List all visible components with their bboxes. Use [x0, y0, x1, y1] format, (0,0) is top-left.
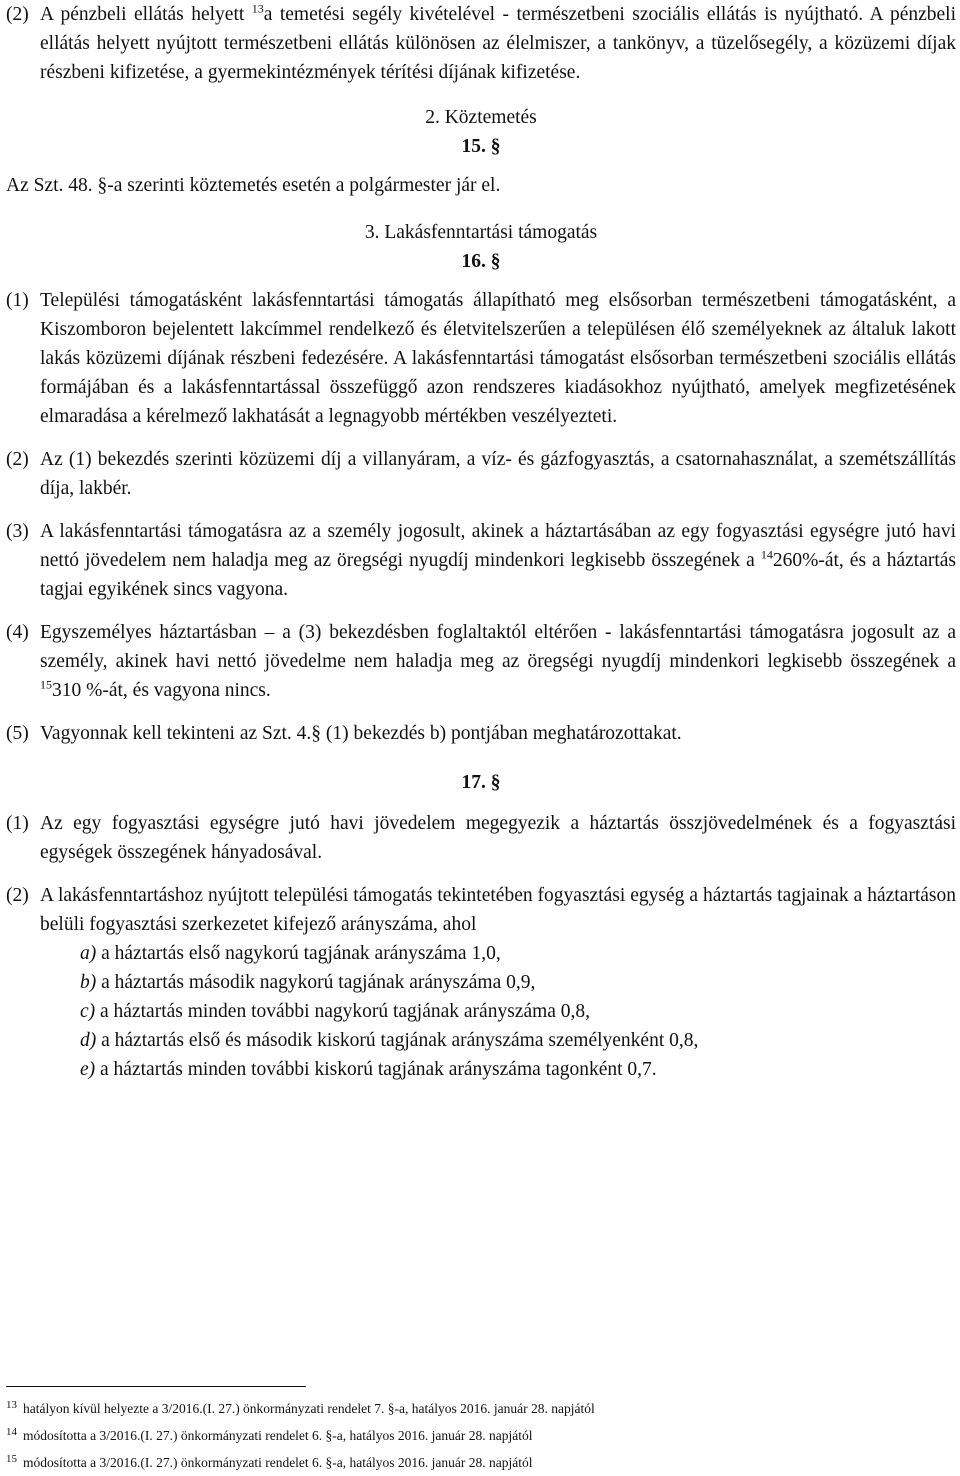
paragraph-text: Vagyonnak kell tekinteni az Szt. 4.§ (1) bekezdés b) pontjában meghatározottakat. — [40, 723, 682, 744]
paragraph-number: (2) — [6, 449, 29, 470]
footnote-ref-14[interactable]: 14 — [760, 547, 773, 562]
list-item-text: a háztartás második nagykorú tagjának arányszáma 0,9, — [96, 972, 536, 993]
paragraph-text: Az egy fogyasztási egységre jutó havi jövedelem megegyezik a háztartás összjövedelmének és a fogyasztási egységek összegének hányadosával. — [40, 813, 956, 863]
list-item — [80, 997, 956, 1026]
paragraph-17-2 — [6, 881, 956, 939]
ratio-list — [80, 939, 956, 1084]
paragraph-16-1 — [6, 286, 956, 431]
paragraph-number: (2) — [6, 4, 29, 25]
list-letter: e) — [80, 1059, 96, 1080]
list-item-text: a háztartás minden további nagykorú tagjának arányszáma 0,8, — [95, 1001, 591, 1022]
paragraph-17-1 — [6, 809, 956, 867]
footnote-divider — [6, 1386, 306, 1387]
list-item-text: a háztartás minden további kiskorú tagjának arányszáma tagonként 0,7. — [95, 1059, 657, 1080]
paragraph-text: Az (1) bekezdés szerinti közüzemi díj a villanyáram, a víz- és gázfogyasztás, a csatornahasználat, a szemétszállítás díja, lakbér. — [40, 449, 956, 499]
list-item-text: a háztartás első nagykorú tagjának arányszáma 1,0, — [96, 943, 501, 964]
list-letter: d) — [80, 1030, 97, 1051]
paragraph-text: A lakásfenntartáshoz nyújtott települési támogatás tekintetében fogyasztási egység a háztartás tagjainak a háztartáson belüli fogyasztási szerkezetet kifejező arányszáma, ahol — [40, 885, 956, 935]
footnote-number: 13 — [6, 1398, 17, 1411]
document-page — [6, 0, 956, 1470]
footnote-ref-13[interactable]: 13 — [251, 1, 264, 16]
paragraph-text: A lakásfenntartási támogatásra az a személy jogosult, akinek a háztartásában az egy fogyasztási egységre jutó havi nettó jövedelem nem haladja meg az öregségi nyugdíj mindenkori legkisebb összegének a — [40, 521, 956, 571]
list-letter: b) — [80, 972, 97, 993]
footnote-13 — [6, 1395, 956, 1422]
paragraph-16-5 — [6, 719, 956, 748]
list-letter: a) — [80, 943, 97, 964]
paragraph-number: (1) — [6, 290, 29, 311]
footnote-text: hatályon kívül helyezte a 3/2016.(I. 27.) önkormányzati rendelet 7. §-a, hatályos 2016. január 28. napjától — [23, 1401, 595, 1416]
footnote-number: 15 — [6, 1452, 17, 1465]
footnote-text: módosította a 3/2016.(I. 27.) önkormányzati rendelet 6. §-a, hatályos 2016. január 28. napjától — [23, 1455, 533, 1470]
footnote-15 — [6, 1449, 956, 1476]
section-heading-16: 16. § — [461, 251, 501, 272]
footnotes — [6, 1395, 956, 1476]
list-item — [80, 1055, 956, 1084]
paragraph-text: 260%-át, és a háztartás tagjai egyikének sincs vagyona. — [40, 550, 956, 600]
paragraph-text: a temetési segély kivételével - természetbeni szociális ellátás is nyújtható. A pénzbeli ellátás helyett nyújtott természetbeni ellátás különösen az élelmiszer, a tankönyv, a tüzelősegély, a közüzemi díjak részbeni kifizetése, a gyermekintézmények térítési díjának kifizetése. — [40, 4, 956, 83]
section-heading-15: 15. § — [461, 136, 501, 157]
paragraph-16-2 — [6, 445, 956, 503]
list-item — [80, 939, 956, 968]
paragraph-text: Települési támogatásként lakásfenntartási támogatás állapítható meg elsősorban természetbeni támogatásként, a Kiszomboron bejelentett lakcímmel rendelkező és életvitelszerűen a településen élő személyeknek az általuk lakott lakás közüzemi díjának részbeni fedezésére. A lakásfenntartási támogatást elsősorban természetbeni szociális ellátás formájában és a lakásfenntartással összefüggő azon rendszeres kiadásokhoz nyújtható, amelyek megfizetésének elmaradása a kérelmező lakhatását a legnagyobb mértékben veszélyezteti. — [40, 290, 956, 427]
paragraph-text: A pénzbeli ellátás helyett — [40, 4, 252, 25]
paragraph-number: (2) — [6, 885, 29, 906]
footnote-text: módosította a 3/2016.(I. 27.) önkormányzati rendelet 6. §-a, hatályos 2016. január 28. napjától — [23, 1428, 533, 1443]
chapter-title-2: 2. Köztemetés — [425, 107, 537, 128]
footnote-number: 14 — [6, 1425, 17, 1438]
paragraph-text: 310 %-át, és vagyona nincs. — [52, 680, 271, 701]
list-letter: c) — [80, 1001, 96, 1022]
paragraph-number: (3) — [6, 521, 29, 542]
list-item — [80, 968, 956, 997]
footnote-14 — [6, 1422, 956, 1449]
paragraph-number: (1) — [6, 813, 29, 834]
section-15-text: Az Szt. 48. §-a szerinti köztemetés esetén a polgármester jár el. — [6, 175, 501, 196]
chapter-title-3: 3. Lakásfenntartási támogatás — [364, 222, 598, 243]
footnote-ref-15[interactable]: 15 — [40, 677, 52, 692]
paragraph-text: Egyszemélyes háztartásban – a (3) bekezdésben foglaltaktól eltérően - lakásfenntartási támogatásra jogosult az a személy, akinek havi nettó jövedelme nem haladja meg az öregségi nyugdíj mindenkori legkisebb összegének a — [40, 622, 956, 672]
paragraph-number: (4) — [6, 622, 29, 643]
list-item-text: a háztartás első és második kiskorú tagjának arányszáma személyenként 0,8, — [96, 1030, 699, 1051]
paragraph-14-2 — [6, 0, 956, 87]
paragraph-number: (5) — [6, 723, 29, 744]
paragraph-16-3 — [6, 517, 956, 604]
paragraph-16-4 — [6, 618, 956, 705]
section-heading-17: 17. § — [461, 772, 501, 793]
list-item — [80, 1026, 956, 1055]
